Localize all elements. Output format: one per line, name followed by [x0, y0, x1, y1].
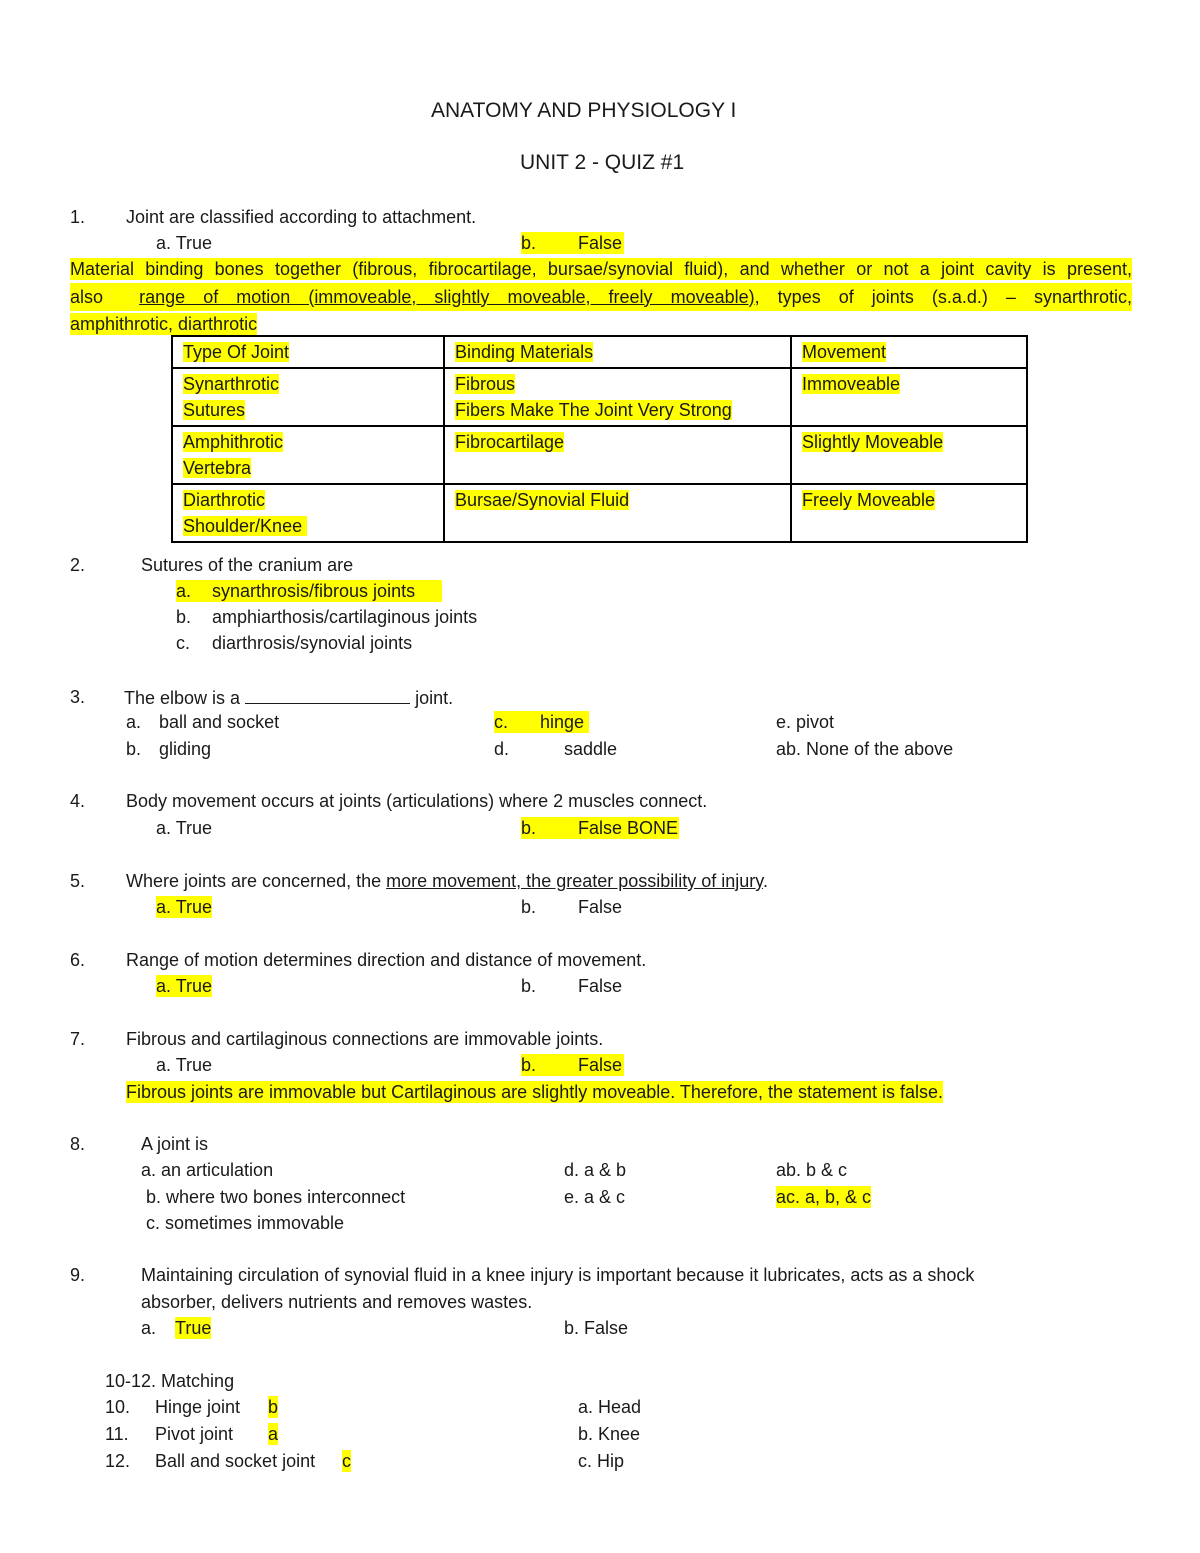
q3-option-a: a. ball and socket — [126, 712, 280, 732]
q8-option-a: a. an articulation — [141, 1160, 274, 1180]
q6-option-a: a. True — [156, 976, 213, 996]
q8-option-c: c. sometimes immovable — [146, 1213, 345, 1233]
matching-heading: 10-12. Matching — [105, 1371, 235, 1391]
q7-text: Fibrous and cartilaginous connections are immovable joints. — [126, 1029, 604, 1049]
q4-text: Body movement occurs at joints (articulations) where 2 muscles connect. — [126, 791, 708, 811]
q7-number: 7. — [70, 1029, 86, 1049]
q9-option-b: b. False — [564, 1318, 629, 1338]
q9-text-line2: absorber, delivers nutrients and removes wastes. — [141, 1292, 533, 1312]
q3-option-ab: ab. None of the above — [776, 739, 954, 759]
q6-option-b: b. False — [521, 976, 623, 996]
q7-option-b: b. False — [521, 1055, 623, 1075]
q8-option-ab: ab. b & c — [776, 1160, 848, 1180]
q1-number: 1. — [70, 207, 86, 227]
q3-text: The elbow is a joint. — [124, 688, 454, 708]
joint-table — [171, 335, 1028, 543]
q5-number: 5. — [70, 871, 86, 891]
q3-option-b: b. gliding — [126, 739, 212, 759]
matching-answer: b — [268, 1397, 279, 1417]
q4-number: 4. — [70, 791, 86, 811]
matching-item: 11. Pivot joint — [105, 1424, 234, 1444]
q6-text: Range of motion determines direction and distance of movement. — [126, 950, 647, 970]
q8-number: 8. — [70, 1134, 86, 1154]
table-row: Synarthrotic Sutures Fibrous Fibers Make The Joint Very Strong Immoveable — [172, 368, 1027, 426]
q2-option-c: c. diarthrosis/synovial joints — [176, 633, 413, 653]
table-header-row: Type Of Joint Binding Materials Movement — [172, 336, 1027, 368]
q2-option-a: a. synarthrosis/fibrous joints — [176, 580, 442, 602]
matching-answer: a — [268, 1424, 279, 1444]
q8-option-b: b. where two bones interconnect — [146, 1187, 406, 1207]
matching-answer: c — [342, 1451, 351, 1471]
matching-item: 12. Ball and socket joint — [105, 1451, 316, 1471]
table-row: Amphithrotic Vertebra Fibrocartilage Slightly Moveable — [172, 426, 1027, 484]
q8-option-ac: ac. a, b, & c — [776, 1187, 872, 1207]
q9-text-line1: Maintaining circulation of synovial fluid in a knee injury is important because it lubricates, acts as a shock — [141, 1265, 975, 1285]
q1-option-b: b. False — [521, 233, 623, 253]
q9-option-a: a. True — [141, 1318, 212, 1338]
q2-number: 2. — [70, 555, 86, 575]
q1-option-a: a. True — [156, 233, 213, 253]
matching-choice: c. Hip — [578, 1451, 625, 1471]
q1-text: Joint are classified according to attachment. — [126, 207, 477, 227]
q2-option-b: b. amphiarthosis/cartilaginous joints — [176, 607, 478, 627]
matching-item: 10. Hinge joint — [105, 1397, 241, 1417]
q3-option-c: c. hinge — [494, 711, 589, 733]
q2-text: Sutures of the cranium are — [141, 555, 354, 575]
page-title: ANATOMY AND PHYSIOLOGY I — [431, 99, 737, 122]
q3-option-d: d. saddle — [494, 739, 618, 759]
q6-number: 6. — [70, 950, 86, 970]
q8-option-d: d. a & b — [564, 1160, 627, 1180]
q7-option-a: a. True — [156, 1055, 213, 1075]
q5-text: Where joints are concerned, the more movement, the greater possibility of injury. — [126, 871, 768, 891]
q8-option-e: e. a & c — [564, 1187, 626, 1207]
q5-option-a: a. True — [156, 897, 213, 917]
q3-number: 3. — [70, 687, 86, 707]
matching-choice: a. Head — [578, 1397, 642, 1417]
answer-blank — [245, 686, 410, 704]
q3-option-e: e. pivot — [776, 712, 835, 732]
q1-explanation: Material binding bones together (fibrous, fibrocartilage, bursae/synovial fluid), and whether or not a joint cavity is present, also range of motion (immoveable, slightly moveable, freely moveable), types of joints (s.a.d.) – synarthrotic, amphithrotic, diarthrotic — [70, 259, 1132, 334]
q5-option-b: b. False — [521, 897, 623, 917]
q8-text: A joint is — [141, 1134, 209, 1154]
q9-number: 9. — [70, 1265, 86, 1285]
matching-choice: b. Knee — [578, 1424, 641, 1444]
q7-explanation: Fibrous joints are immovable but Cartilaginous are slightly moveable. Therefore, the statement is false. — [126, 1082, 944, 1102]
q4-option-a: a. True — [156, 818, 213, 838]
q4-option-b: b. False BONE — [521, 818, 679, 838]
page-subtitle: UNIT 2 - QUIZ #1 — [520, 151, 685, 174]
table-row: Diarthrotic Shoulder/Knee Bursae/Synovial Fluid Freely Moveable — [172, 484, 1027, 542]
